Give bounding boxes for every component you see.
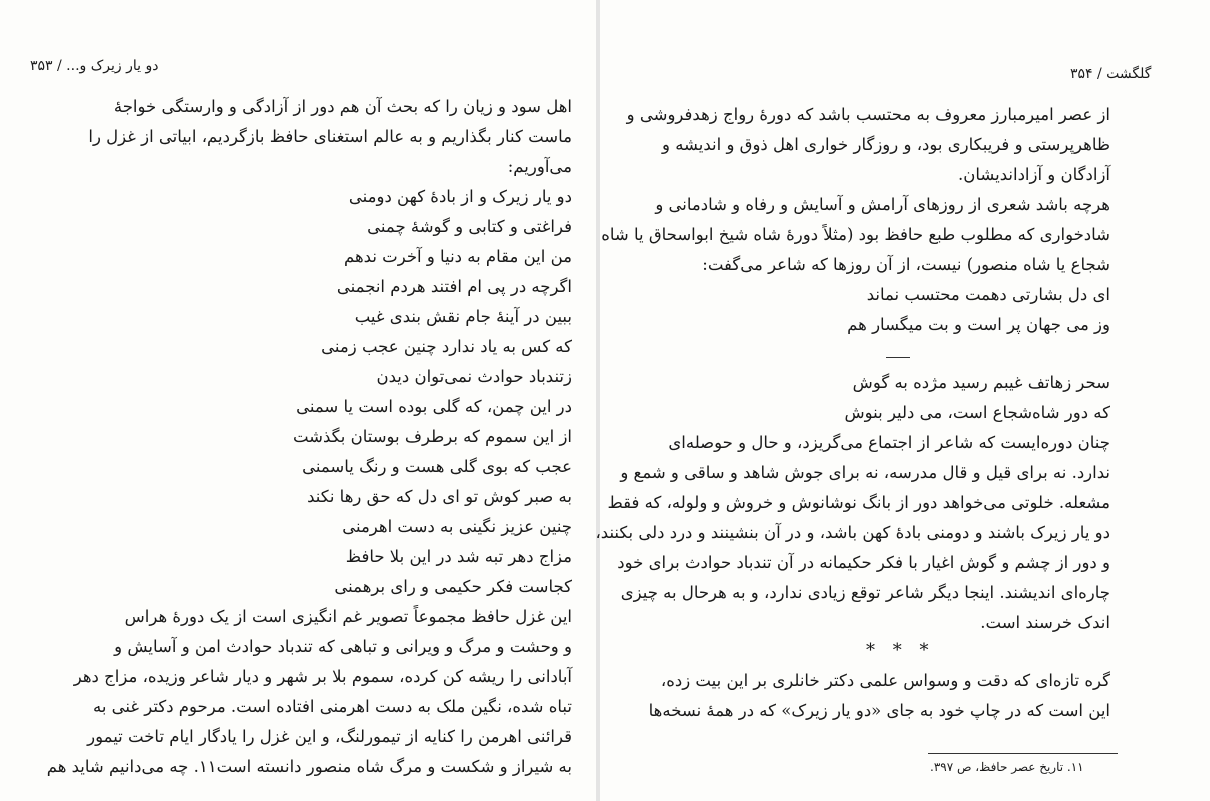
- text-line: آبادانی را ریشه کن کرده، سموم بلا بر شهر و دیار شاعر وزیده، مزاج دهر: [73, 667, 572, 686]
- text-line: اگرچه در پی ام افتند هردم انجمنی: [336, 277, 572, 296]
- text-line: ماست کنار بگذاریم و به عالم استغنای حافظ بازگردیم، ابیاتی از غزل را: [88, 127, 572, 146]
- text-line: قرائنی اهرمن را کنایه از تیمورلنگ، و این غزل را یادگار ایام تاخت تیمور: [87, 727, 572, 746]
- text-line: می‌آوریم:: [507, 157, 572, 176]
- text-line: زتندباد حوادث نمی‌توان دیدن: [376, 367, 572, 386]
- section-divider: [886, 357, 910, 358]
- footnote: ۱۱. تاریخ عصر حافظ، ص ۳۹۷.: [930, 760, 1084, 774]
- text-line: آزادگان و آزاداندیشان.: [958, 165, 1110, 184]
- right-page-header: گلگشت / ۳۵۴: [1070, 66, 1152, 82]
- text-line: دو یار زیرک و از بادهٔ کهن دومنی: [348, 187, 572, 206]
- text-line: سحر زهاتف غیبم رسید مژده به گوش: [852, 373, 1110, 392]
- text-line: مشعله. خلوتی می‌خواهد دور از بانگ نوشانوش و خروش و ولوله، که فقط: [607, 493, 1110, 512]
- text-line: شجاع یا شاه منصور) نیست، از آن روزها که شاعر می‌گفت:: [702, 255, 1110, 274]
- text-line: هرچه باشد شعری از روزهای آرامش و آسایش و رفاه و شادمانی و: [655, 195, 1110, 214]
- section-stars: * * *: [866, 640, 935, 661]
- right-page-body-top: [601, 100, 1110, 340]
- text-line: در این چمن، که گلی بوده است یا سمنی: [296, 397, 572, 416]
- text-line: ظاهرپرستی و فریبکاری بود، و روزگار خواری اهل ذوق و اندیشه و: [662, 135, 1110, 154]
- right-page-body-bottom: [640, 666, 1110, 726]
- left-page-body: [46, 92, 572, 782]
- text-line: به شیراز و شکست و مرگ شاه منصور دانسته است۱۱. چه می‌دانیم شاید هم: [46, 757, 572, 776]
- text-line: این غزل حافظ مجموعاً تصویر غم انگیزی است از یک دورهٔ هراس: [124, 607, 572, 626]
- text-line: کجاست فکر حکیمی و رای برهمنی: [334, 577, 572, 596]
- text-line: وز می جهان پر است و بت میگسار هم: [847, 315, 1110, 334]
- text-line: اهل سود و زیان را که بحث آن هم دور از آزادگی و وارستگی خواجهٔ: [113, 97, 572, 116]
- text-line: تباه شده، نگین ملک به دست اهرمنی افتاده است. مرحوم دکتر غنی به: [92, 697, 572, 716]
- text-line: ببین در آینهٔ جام نقش بندی غیب: [354, 307, 572, 326]
- text-line: دو یار زیرک باشند و دومنی بادهٔ کهن باشد، و در آن بنشینند و درد دلی بکنند،: [595, 523, 1110, 542]
- text-line: اندک خرسند است.: [980, 613, 1110, 632]
- text-line: چاره‌ای اندیشند. اینجا دیگر شاعر توقع زیادی ندارد، و به هرحال به چیزی: [620, 583, 1110, 602]
- text-line: شادخواری که مطلوب طبع حافظ بود (مثلاً دورهٔ شاه شیخ ابواسحاق یا شاه: [601, 225, 1110, 244]
- text-line: از این سموم که برطرف بوستان بگذشت: [292, 427, 572, 446]
- text-line: این است که در چاپ خود به جای «دو یار زیرک» که در همهٔ نسخه‌ها: [648, 701, 1110, 720]
- text-line: ای دل بشارتی دهمت محتسب نماند: [866, 285, 1110, 304]
- text-line: من این مقام به دنیا و آخرت ندهم: [344, 247, 572, 266]
- text-line: چنین عزیز نگینی به دست اهرمنی: [342, 517, 572, 536]
- text-line: فراغتی و کتابی و گوشهٔ چمنی: [367, 217, 572, 236]
- text-line: ندارد. نه برای قیل و قال مدرسه، نه برای جوش شاهد و ساقی و شمع و: [620, 463, 1110, 482]
- footnote-rule: [928, 753, 1118, 754]
- text-line: که کس به یاد ندارد چنین عجب زمنی: [321, 337, 572, 356]
- text-line: و دور از چشم و گوش اغیار با فکر حکیمانه در آن تندباد حوادث برای خود: [617, 553, 1110, 572]
- text-line: از عصر امیرمبارز معروف به محتسب باشد که دورهٔ رواج زهدفروشی و: [626, 105, 1110, 124]
- text-line: گره تازه‌ای که دقت و وسواس علمی دکتر خانلری بر این بیت زده،: [660, 671, 1110, 690]
- right-page-body-middle: [595, 368, 1110, 638]
- left-page-header: دو یار زیرک و... / ۳۵۳: [30, 58, 159, 74]
- text-line: چنان دوره‌ایست که شاعر از اجتماع می‌گریزد، و حال و حوصله‌ای: [668, 433, 1110, 452]
- text-line: و وحشت و مرگ و ویرانی و تباهی که تندباد حوادث امن و آسایش و: [114, 637, 572, 656]
- text-line: که دور شاه‌شجاع است، می دلیر بنوش: [844, 403, 1110, 422]
- text-line: به صبر کوش تو ای دل که حق رها نکند: [307, 487, 572, 506]
- text-line: عجب که بوی گلی هست و رنگ یاسمنی: [302, 457, 572, 476]
- text-line: مزاج دهر تبه شد در این بلا حافظ: [345, 547, 572, 566]
